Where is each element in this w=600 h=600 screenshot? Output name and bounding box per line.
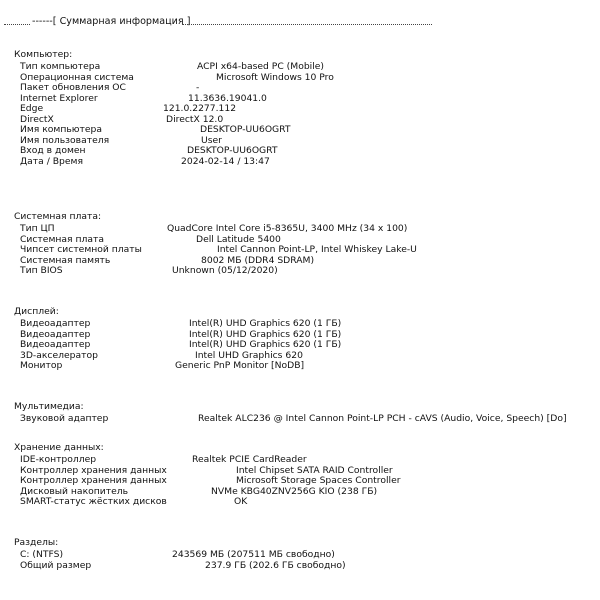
row-label: Имя компьютера <box>20 124 102 135</box>
row-label: Монитор <box>20 360 63 371</box>
row-value: User <box>201 134 222 146</box>
row-value: 243569 МБ (207511 МБ свободно) <box>172 549 335 560</box>
row-label: Имя пользователя <box>20 134 110 146</box>
row-value: QuadCore Intel Core i5-8365U, 3400 MHz (34 x 100) <box>167 223 408 234</box>
section-title: Дисплей: <box>14 306 59 317</box>
row-label: Видеоадаптер <box>20 318 91 329</box>
section-title: Компьютер: <box>14 49 73 60</box>
header-left-rule <box>4 24 30 25</box>
row-label: Общий размер <box>20 559 92 571</box>
row-value: 2024-02-14 / 13:47 <box>181 155 270 167</box>
row-value: Intel(R) UHD Graphics 620 (1 ГБ) <box>189 339 342 350</box>
row-label: Дисковый накопитель <box>20 485 129 497</box>
row-value: - <box>196 82 200 93</box>
row-label: Чипсет системной платы <box>20 244 142 255</box>
row-label: Видеоадаптер <box>20 328 91 340</box>
row-value: Intel Chipset SATA RAID Controller <box>236 464 393 476</box>
row-label: Системная плата <box>20 233 104 245</box>
row-value: 8002 МБ (DDR4 SDRAM) <box>201 254 315 266</box>
row-value: NVMe KBG40ZNV256G KIO (238 ГБ) <box>211 485 378 497</box>
row-label: Дата / Время <box>20 155 83 167</box>
row-label: Edge <box>20 103 44 114</box>
row-value: DESKTOP-UU6OGRT <box>200 124 291 135</box>
row-label: Контроллер хранения данных <box>20 475 167 486</box>
row-value: Microsoft Storage Spaces Controller <box>236 475 401 486</box>
row-value: ACPI x64-based PC (Mobile) <box>197 61 324 72</box>
row-label: C: (NTFS) <box>20 549 64 560</box>
row-value: Unknown (05/12/2020) <box>172 265 278 276</box>
row-value: 11.3636.19041.0 <box>188 92 267 104</box>
row-value: 121.0.2277.112 <box>163 103 237 114</box>
row-label: DirectX <box>20 113 54 125</box>
row-value: Dell Latitude 5400 <box>196 233 281 245</box>
row-label: Вход в домен <box>20 145 86 156</box>
row-label: Тип компьютера <box>20 61 101 72</box>
row-value: DESKTOP-UU6OGRT <box>187 145 278 156</box>
section-title: Мультимедиа: <box>14 401 84 412</box>
summary-header <box>4 16 444 30</box>
row-label: Системная память <box>20 254 111 266</box>
row-value: Intel UHD Graphics 620 <box>195 349 303 361</box>
row-label: Операционная система <box>20 71 134 83</box>
row-value: Intel(R) UHD Graphics 620 (1 ГБ) <box>189 318 342 329</box>
row-label: Звуковой адаптер <box>20 413 109 424</box>
row-label: Тип BIOS <box>20 265 63 276</box>
summary-title: ------[ Суммарная информация ] <box>32 16 191 27</box>
section-title: Системная плата: <box>14 211 102 222</box>
row-value: Microsoft Windows 10 Pro <box>216 71 334 83</box>
row-value: Intel Cannon Point-LP, Intel Whiskey Lake-U <box>217 244 417 255</box>
row-value: Realtek ALC236 @ Intel Cannon Point-LP PCH - cAVS (Audio, Voice, Speech) [Do] <box>198 413 567 424</box>
row-value: Generic PnP Monitor [NoDB] <box>175 360 305 371</box>
row-label: Видеоадаптер <box>20 339 91 350</box>
section-title: Хранение данных: <box>14 442 104 453</box>
row-label: Тип ЦП <box>20 223 55 234</box>
row-label: Контроллер хранения данных <box>20 464 167 476</box>
row-value: DirectX 12.0 <box>166 113 224 125</box>
row-value: Intel(R) UHD Graphics 620 (1 ГБ) <box>189 328 342 340</box>
header-right-rule <box>182 24 432 25</box>
row-label: Пакет обновления ОС <box>20 82 126 93</box>
row-label: IDE-контроллер <box>20 454 97 465</box>
row-value: 237.9 ГБ (202.6 ГБ свободно) <box>205 559 346 571</box>
row-value: OK <box>234 496 248 507</box>
row-label: Internet Explorer <box>20 92 98 104</box>
section-title: Разделы: <box>14 537 59 548</box>
row-label: 3D-акселератор <box>20 349 98 361</box>
row-label: SMART-статус жёстких дисков <box>20 496 167 507</box>
row-value: Realtek PCIE CardReader <box>192 454 307 465</box>
